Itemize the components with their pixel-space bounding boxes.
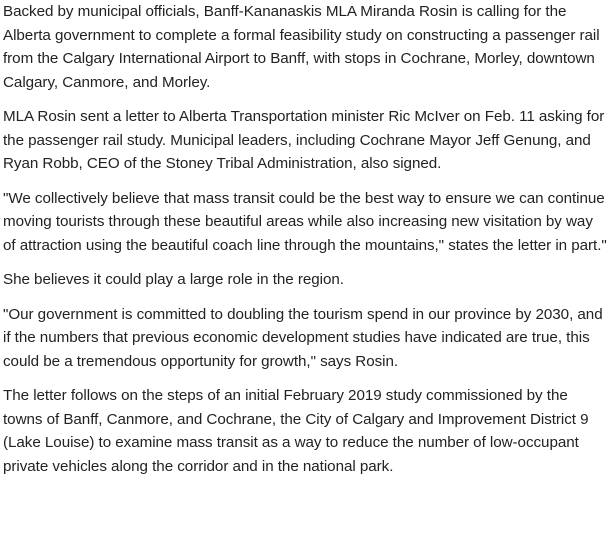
article-paragraph: MLA Rosin sent a letter to Alberta Transportation minister Ric McIver on Feb. 11 asking for the passenger rail study. Municipal leaders, including Cochrane Mayor Jeff Genung, and Ryan Robb, CEO of the Stoney Tribal Administration, also signed. <box>3 108 605 172</box>
article-paragraph: Backed by municipal officials, Banff-Kananaskis MLA Miranda Rosin is calling for the Alberta government to complete a formal feasibility study on constructing a passenger rail from the Calgary International Airport to Banff, with stops in Cochrane, Morley, downtown Calgary, Canmore, and Morley. <box>3 3 600 91</box>
article-paragraph: The letter follows on the steps of an initial February 2019 study commissioned by the towns of Banff, Canmore, and Cochrane, the City of Calgary and Improvement District 9 (Lake Louise) to examine mass transit as a way to reduce the number of low-occupant private vehicles along the corridor and in the national park. <box>3 387 589 475</box>
article-paragraph: "Our government is committed to doubling the tourism spend in our province by 2030, and if the numbers that previous economic development studies have indicated are true, this could be a tremendous opportunity for growth," says Rosin. <box>3 305 603 370</box>
article-body <box>3 0 607 489</box>
article-paragraph: "We collectively believe that mass transit could be the best way to ensure we can continue moving tourists through these beautiful areas while also increasing new visitation by way of attraction using the beautiful coach line through the mountains," states the letter in part." <box>3 189 607 254</box>
article-paragraph: She believes it could play a large role in the region. <box>3 271 344 288</box>
